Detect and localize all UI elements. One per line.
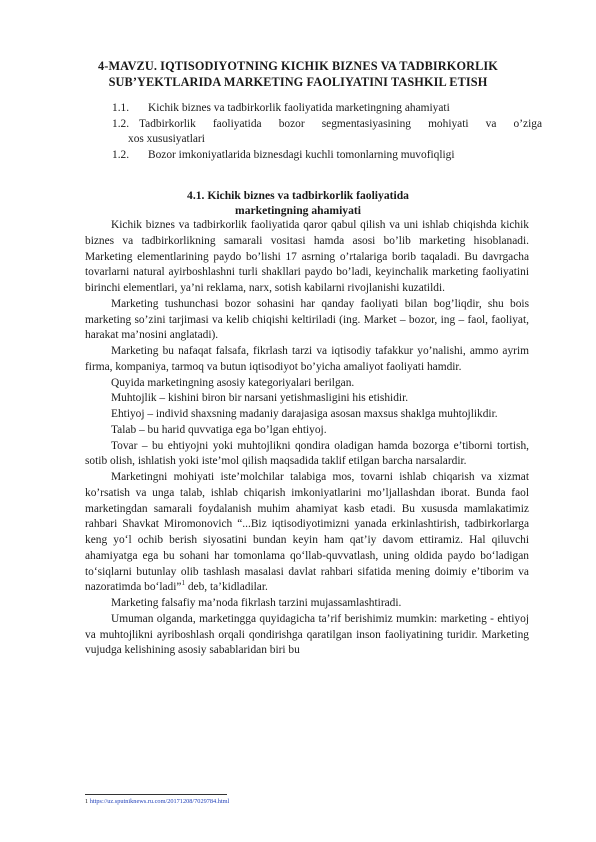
paragraph: Umuman olganda, marketingga quyidagicha ta’rif berishimiz mumkin: marketing - ehtiyoj va muhtojlikni ayriboshlash orqali qondirishga qaratilgan inson faoliyatining turidir. Marketing vujudga kelishining asosiy sabablaridan biri bu bbox=[85, 612, 529, 657]
toc-item bbox=[112, 101, 542, 117]
chapter-title bbox=[60, 58, 536, 90]
toc-item-text: Kichik biznes va tadbirkorlik faoliyatida marketingning ahamiyati bbox=[148, 102, 450, 114]
quote-text-end: deb, ta’kidladilar. bbox=[184, 581, 268, 594]
paragraph: Kichik biznes va tadbirkorlik faoliyatida qaror qabul qilish va uni ishlab chiqishda kichik biznes va tadbirkorlikning samarali vositasi hamda asosi bo’lib marketing hisoblanadi. Marketing elementlarining paydo bo’lishi 17 asrning o’rtalariga borib taqaladi. Bu davrgacha tovarlarni natural ayirboshlashni turli shakllari paydo bo’ladi, keyinchalik marketing faoliyatini birinchi elementlari, ya’ni reklama, narx, sotish kabilarni rivojlanishi kuzatildi. bbox=[85, 219, 529, 294]
footnote-reference[interactable]: 1 bbox=[181, 579, 185, 588]
section-heading-line-2: marketingning ahamiyati bbox=[235, 204, 361, 217]
chapter-title-line-1: 4-MAVZU. IQTISODIYOTNING KICHIK BIZNES VA TADBIRKORLIK bbox=[98, 59, 498, 73]
toc-item-text-line: Tadbirkorlik faoliyatida bozor segmentasiyasining mohiyati va o’ziga bbox=[139, 117, 542, 130]
footnote-divider bbox=[85, 794, 227, 795]
paragraph: Marketing falsafiy ma’noda fikrlash tarzini mujassamlashtiradi. bbox=[111, 597, 402, 609]
toc-item bbox=[112, 148, 542, 164]
quote-paragraph bbox=[85, 470, 529, 596]
section-heading bbox=[60, 188, 536, 218]
paragraph: Marketing bu nafaqat falsafa, fikrlash tarzi va iqtisodiy tafakkur yo’nalishi, ammo ayrim firma, kompaniya, tarmoq va butun iqtisodiyot bo’yicha amaliyot faoliyati hamdir. bbox=[85, 345, 529, 373]
toc-item-number: 1.2. bbox=[112, 148, 130, 161]
paragraph: Muhtojlik – kishini biron bir narsani yetishmasligini his etishidir. bbox=[111, 392, 409, 405]
toc-item-text bbox=[139, 117, 542, 133]
paragraph: Talab – bu harid quvvatiga ega bo’lgan ehtiyoj. bbox=[111, 423, 327, 436]
table-of-contents bbox=[112, 101, 542, 163]
paragraph: Marketing tushunchasi bozor sohasini har qanday faoliyati bilan bog’liqdir, shu bois marketing so’zini tarjimasi va kelib chiqishi keltiriladi (ing. Market – bozor, ing – faol, faoliyat, harakat ma’nosini anglatadi). bbox=[85, 297, 529, 342]
paragraph: Quyida marketingning asosiy kategoriyalari berilgan. bbox=[111, 376, 355, 389]
toc-item-continuation: xos xususiyatlari bbox=[128, 133, 205, 146]
paragraph: Ehtiyoj – individ shaxsning madaniy darajasiga asosan maxsus shaklga muhtojlikdir. bbox=[111, 408, 498, 420]
toc-item-number: 1.2. bbox=[112, 117, 130, 130]
quote-text: Marketingni mohiyati iste’molchilar talabiga mos, tovarni ishlab chiqarish va xizmat ko’rsatish va unga talab, ishlab chiqarish imkoniyatlarini mo’ljallashdan iborat. Bunda faol marketingdan samarali foydalanish muhim ahamiyat kasb etadi. Bu xususda mamlakatimiz rahbari Shavkat Miromonovich “...Biz iqtisodiyotimizni yanada erkinlashtirish, tadbirkorlarga keng yo‘l ochib berish siyosatini bundan keyin ham qat’iy davom ettiramiz. Hal qiluvchi ahamiyatga ega bu sohani har tomonlama qo‘llab-quvvatlash, uning oldida paydo bo‘ladigan to‘siqlarni butunlay olib tashlash masalasi davlat rahbari sifatida mening doimiy e’tiborim va nazoratimda bo‘ladi” bbox=[85, 471, 529, 594]
toc-item bbox=[112, 117, 542, 133]
toc-item-text: Bozor imkoniyatlarida biznesdagi kuchli tomonlarning muvofiqligi bbox=[148, 148, 455, 161]
toc-item-number: 1.1. bbox=[112, 102, 130, 114]
footnote bbox=[85, 798, 229, 805]
footnote-link[interactable]: https://uz.sputniknews.ru.com/20171208/7029784.html bbox=[89, 798, 230, 805]
paragraph: Tovar – bu ehtiyojni yoki muhtojlikni qondira oladigan hamda bozorga e’tiborni tortish, sotib olish, ishlatish yoki iste’mol qilish maqsadida taklif etilgan barcha narsalardir. bbox=[85, 439, 529, 468]
chapter-title-line-2: SUB’YEKTLARIDA MARKETING FAOLIYATINI TASHKIL ETISH bbox=[108, 75, 488, 89]
footnote-number: 1 bbox=[85, 798, 89, 805]
section-heading-line-1: 4.1. Kichik biznes va tadbirkorlik faoliyatida bbox=[187, 189, 409, 202]
body-text bbox=[85, 218, 529, 659]
